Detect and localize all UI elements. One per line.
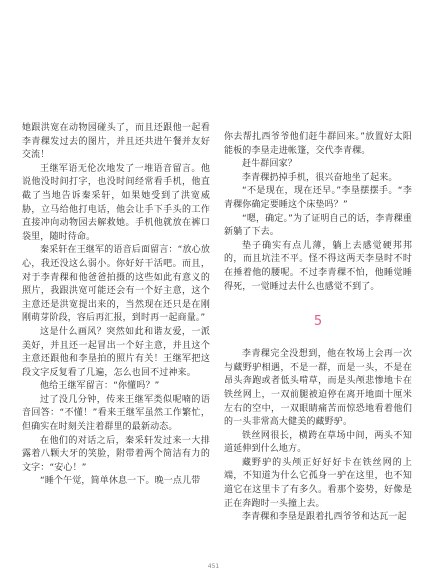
paragraph: 这是什么画风？突然如此和谐友爱，一派美好，并且还一起冒出一个好主意，并且这个主意还跟他和李垦拍的照片有关！王继军把这段文字反复看了几遍，怎么也回不过神来。 — [22, 326, 210, 378]
paragraph: 藏野驴的头颅正好好好卡在铁丝网的上端，不知道为什么它孤身一驴在这里，也不知道它在这里卡了有多久。看那个姿势，好像是正在奔跑时一头撞上去。 — [224, 457, 412, 509]
paragraph: “睡个午觉，简单休息一下。晚一点儿带 — [40, 476, 201, 487]
chapter-section-number: 5 — [313, 314, 323, 330]
page-number: 451 — [207, 563, 220, 570]
paragraph: 过了没几分钟，传来王继军类似呢喃的语音回答：“不懂！”看来王继军虽然工作繁忙，但确实在时刻关注着群里的最新动态。 — [22, 394, 210, 433]
right-column-top-text — [224, 131, 412, 294]
left-text-column — [22, 122, 210, 489]
paragraph: 李青稞扔掉手机，很兴奋地坐了起来。 — [242, 172, 398, 183]
paragraph: 李青稞和李垦是跟着扎西爷爷和达瓦一起 — [242, 512, 407, 523]
paragraph: 赶牛群回家？ — [242, 159, 297, 170]
paragraph: 你去帮扎西爷爷他们赶牛群回来。”放置好太阳能板的李垦走进帐篷，交代李青稞。 — [224, 132, 412, 156]
paragraph: 李青稞完全没想到，他在牧场上会再一次与藏野驴相遇，不是一群，而是一头，不是在昂头奔跑或者低头啃草，而是头颅悲惨地卡在铁丝网上，一双前腿被迫停在离开地面十厘米左右的空中，一双眼睛痛苦而惊恐地看着他们的一头非常高大健美的藏野驴。 — [224, 349, 412, 428]
paragraph: 她跟洪宽在动物园碰头了，而且还跟他一起看李青稞发过去的图片，并且还共进午餐并友好交流！ — [22, 123, 210, 161]
right-column-bottom-text — [224, 348, 412, 525]
paragraph: “嗯，确定。”为了证明自己的话，李青稞重新躺了下去。 — [224, 213, 412, 238]
paragraph: 在他们的对话之后，秦采轩发过来一大排露着八颗大牙的笑脸，附带着两个简洁有力的文字：“安心！” — [22, 435, 210, 473]
paragraph: 铁丝网很长，横跨在草场中间，两头不知道延伸到什么地方。 — [224, 430, 412, 455]
paragraph: 垫子确实有点儿薄，躺上去感觉硬邦邦的，而且坑洼不平。怪不得这两天李垦时不时在捶着他的腰呢。不过李青稞不怕，他睡觉睡得死，一觉睡过去什么也感觉不到了。 — [224, 240, 412, 292]
paragraph: 秦采轩在王继军的语音后面留言：“放心放心，我还没这么弱小。你好好干活吧。而且，对于李青稞和他爸爸拍摄的这些如此有意义的照片，我跟洪宽可能还会有一个好主意，这个主意还是洪宽提出来的，当然现在还只是在刚刚萌芽阶段，容后再汇报，到时再一起商量。” — [22, 245, 210, 324]
right-text-column — [224, 131, 412, 525]
paragraph: 王继军语无伦次地发了一堆语音留言。他说他没时间打字，也没时间经常看手机，他直截了当地告诉秦采轩，如果她受到了洪宽威胁，立马给他打电话，他会让手下手头的工作直接冲向动物园去解救她。手机他就放在裤口袋里，随时待命。 — [22, 163, 210, 242]
paragraph: 他给王继军留言：“你懂吗？” — [40, 381, 160, 392]
paragraph: “不是现在，现在还早。”李垦摆摆手。“李青稞你确定要睡这个床垫吗？” — [224, 186, 412, 210]
